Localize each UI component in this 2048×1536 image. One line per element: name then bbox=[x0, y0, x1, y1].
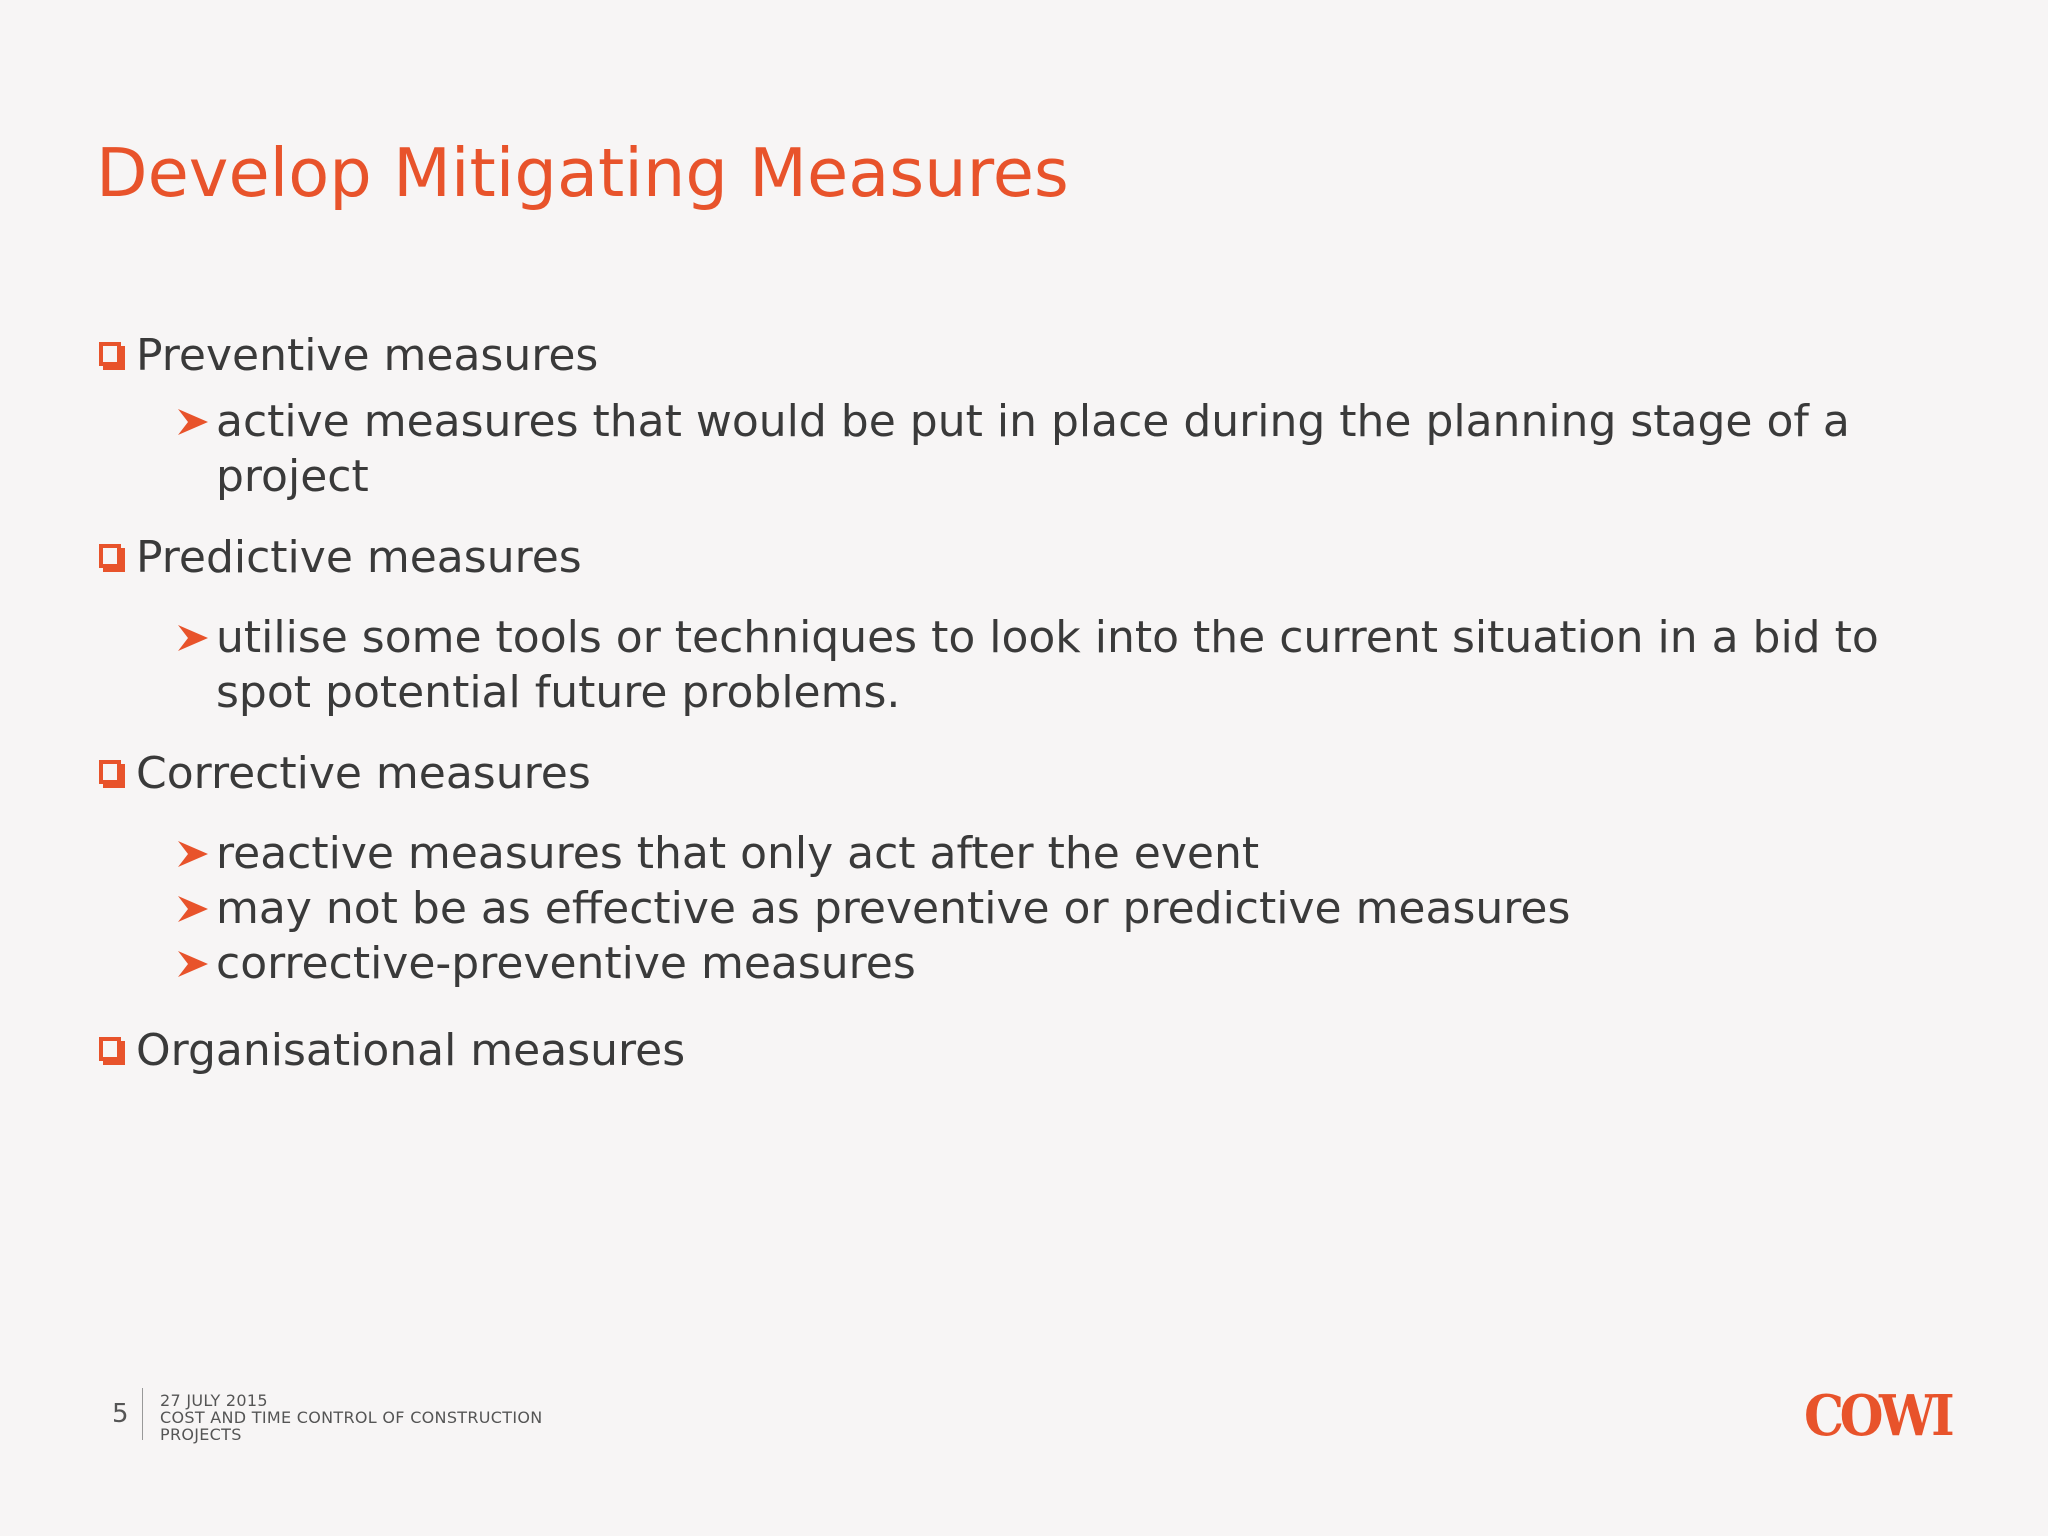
sub-bullet-line: reactive measures that only act after the event bbox=[216, 828, 1260, 879]
bullet-corrective-measures bbox=[96, 744, 1976, 804]
arrow-right-icon bbox=[176, 881, 210, 936]
bullet-label: Preventive measures bbox=[136, 330, 599, 381]
arrow-right-icon bbox=[176, 394, 210, 449]
sub-bullet bbox=[96, 936, 1976, 991]
cowi-logo: COWI bbox=[1804, 1383, 1951, 1449]
bullet-predictive-measures bbox=[96, 528, 1976, 588]
footer-presentation-title-cont: PROJECTS bbox=[160, 1425, 242, 1444]
sub-bullet-line: spot potential future problems. bbox=[216, 667, 901, 718]
bullet-label: Corrective measures bbox=[136, 748, 591, 799]
sub-bullet bbox=[96, 826, 1976, 881]
arrow-right-icon bbox=[176, 936, 210, 991]
checkbox-square-icon bbox=[99, 760, 121, 784]
sub-bullet-line: project bbox=[216, 451, 369, 502]
bullet-label: Predictive measures bbox=[136, 532, 582, 583]
bullet-preventive-measures bbox=[96, 326, 1976, 386]
sub-bullet-line: utilise some tools or techniques to look into the current situation in a bid to bbox=[216, 612, 1879, 663]
arrow-right-icon bbox=[176, 826, 210, 881]
sub-bullet bbox=[96, 881, 1976, 936]
sub-bullet bbox=[96, 394, 1976, 504]
sub-bullet-line: corrective-preventive measures bbox=[216, 938, 916, 989]
footer-date: 27 JULY 2015 bbox=[160, 1391, 268, 1410]
sub-bullet-line: active measures that would be put in place during the planning stage of a bbox=[216, 396, 1850, 447]
bullet-list bbox=[96, 326, 1976, 1081]
sub-bullet-line: may not be as effective as preventive or predictive measures bbox=[216, 883, 1571, 934]
checkbox-square-icon bbox=[99, 342, 121, 366]
arrow-right-icon bbox=[176, 610, 210, 665]
sub-bullet bbox=[96, 610, 1976, 720]
footer-presentation-title: COST AND TIME CONTROL OF CONSTRUCTION bbox=[160, 1408, 543, 1427]
bullet-label: Organisational measures bbox=[136, 1025, 686, 1076]
bullet-organisational-measures bbox=[96, 1021, 1976, 1081]
slide-title: Develop Mitigating Measures bbox=[96, 134, 1069, 212]
footer-info bbox=[160, 1392, 543, 1443]
checkbox-square-icon bbox=[99, 1037, 121, 1061]
page-number: 5 bbox=[112, 1399, 129, 1429]
checkbox-square-icon bbox=[99, 544, 121, 568]
footer-divider bbox=[142, 1388, 143, 1440]
